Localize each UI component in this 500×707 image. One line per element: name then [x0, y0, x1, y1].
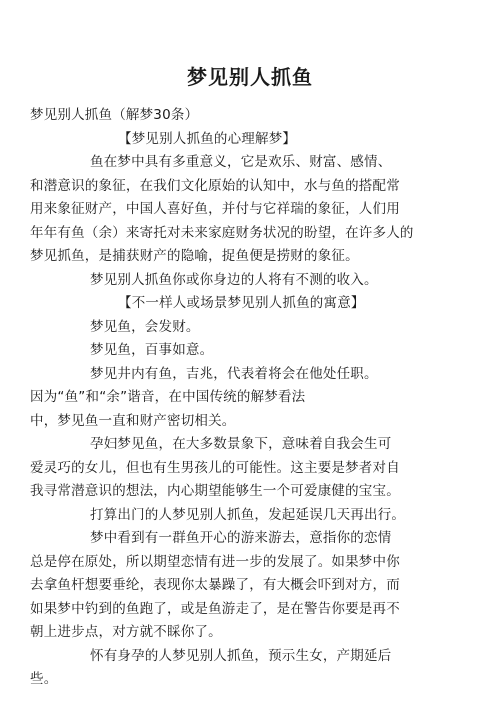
paragraph-line: 梦见抓鱼，是捕获财产的隐喻，捉鱼便是捞财的象征。 — [30, 248, 359, 264]
paragraph-line: 中，梦见鱼一直和财产密切相关。 — [30, 412, 236, 429]
paragraph-line: 怀有身孕的人梦见别人抓鱼，预示生女，产期延后 — [90, 647, 392, 664]
document-body — [30, 104, 475, 692]
paragraph-line: 鱼在梦中具有多重意义，它是欢乐、财富、感情、 — [90, 154, 392, 170]
paragraph-line: 如果梦中钓到的鱼跑了，或是鱼游走了，是在警告你要是再不 — [30, 600, 400, 617]
paragraph-line: 我寻常潜意识的想法，内心期望能够生一个可爱康健的宝宝。 — [30, 483, 400, 499]
paragraph-line: 梦见井内有鱼，吉兆，代表着将会在他处任职。 — [90, 365, 378, 382]
paragraph-line: 因为“鱼”和“余”谐音，在中国传统的解梦看法 — [30, 389, 306, 405]
section-heading: 【梦见别人抓鱼的心理解梦】 — [118, 130, 297, 147]
paragraph-line: 总是停在原处，所以期望恋情有进一步的发展了。如果梦中你 — [30, 553, 400, 570]
paragraph-line: 去拿鱼杆想要垂纶，表现你太暴躁了，有大概会吓到对方，而 — [30, 577, 400, 593]
document-subtitle: 梦见别人抓鱼（解梦30条） — [30, 107, 199, 123]
paragraph-line: 和潜意识的象征，在我们文化原始的认知中，水与鱼的搭配常 — [30, 177, 400, 194]
paragraph-line: 朝上进步点，对方就不睬你了。 — [30, 624, 222, 640]
paragraph-line: 爱灵巧的女儿，但也有生男孩儿的可能性。这主要是梦者对自 — [30, 459, 400, 476]
page-title: 梦见别人抓鱼 — [187, 65, 313, 89]
section-heading: 【不一样人或场景梦见别人抓鱼的寓意】 — [118, 295, 365, 311]
paragraph-line: 些。 — [30, 671, 58, 687]
paragraph-line: 梦中看到有一群鱼开心的游来游去，意指你的恋情 — [90, 530, 392, 546]
paragraph-line: 孕妇梦见鱼，在大多数景象下，意味着自我会生可 — [90, 436, 392, 452]
paragraph-line: 梦见别人抓鱼你或你身边的人将有不测的收入。 — [90, 271, 378, 288]
paragraph-line: 用来象征财产，中国人喜好鱼，并付与它祥瑞的象征，人们用 — [30, 201, 400, 217]
paragraph-line: 打算出门的人梦见别人抓鱼，发起延误几天再出行。 — [90, 506, 406, 523]
paragraph-line: 年年有鱼（余）来寄托对未来家庭财务状况的盼望，在许多人的 — [30, 224, 414, 241]
paragraph-line: 梦见鱼，会发财。 — [90, 318, 200, 335]
paragraph-line: 梦见鱼，百事如意。 — [90, 342, 214, 358]
